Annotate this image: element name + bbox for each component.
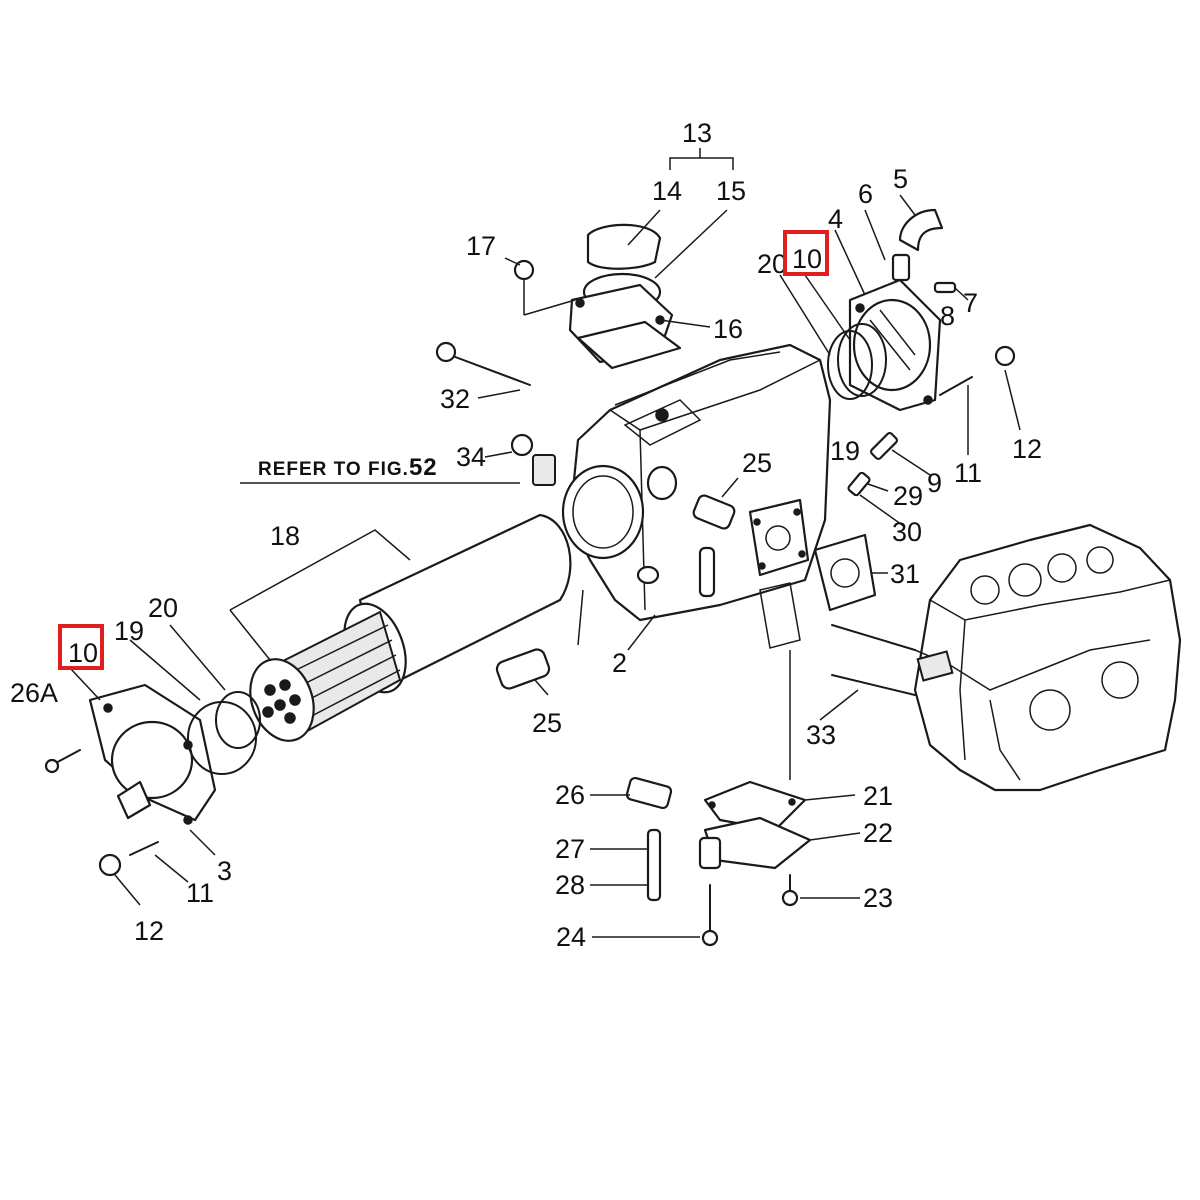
label-22: 22: [863, 818, 894, 848]
label-20-left: 20: [148, 593, 179, 623]
label-12-right: 12: [1012, 434, 1043, 464]
label-18: 18: [270, 521, 301, 551]
label-19-right: 19: [830, 436, 861, 466]
label-30: 30: [892, 517, 923, 547]
stud-11-left: [130, 842, 158, 855]
label-11-left: 11: [186, 878, 215, 908]
bolt-26a-head: [46, 760, 58, 772]
label-4: 4: [828, 204, 844, 234]
tube-27-28: [648, 830, 660, 900]
label-20-right: 20: [757, 249, 788, 279]
sender-26: [626, 777, 672, 809]
nut-12-left: [100, 855, 120, 875]
label-15: 15: [716, 176, 747, 206]
label-16: 16: [713, 314, 744, 344]
label-17: 17: [466, 231, 497, 261]
label-12-left: 12: [134, 916, 165, 946]
label-28: 28: [555, 870, 586, 900]
nipple-25-bottom: [495, 647, 552, 690]
nut-12-right: [996, 347, 1014, 365]
label-14: 14: [652, 176, 683, 206]
gasket: [815, 535, 875, 610]
label-2: 2: [612, 648, 628, 678]
bracket-52: [533, 455, 555, 485]
label-32: 32: [440, 384, 471, 414]
stud-32-head: [437, 343, 455, 361]
stud-11-right: [940, 377, 972, 395]
drain-29: [847, 472, 870, 497]
label-7: 7: [963, 288, 979, 318]
label-19-left: 19: [114, 616, 145, 646]
bolt-7: [935, 283, 955, 292]
stud-32: [450, 355, 530, 385]
thermostat-housing: [700, 782, 810, 868]
bolt-24-head: [703, 931, 717, 945]
filler-cap-assembly: [570, 225, 680, 368]
label-24: 24: [556, 922, 587, 952]
label-34: 34: [456, 442, 487, 472]
label-6: 6: [858, 179, 874, 209]
label-25-top: 25: [742, 448, 773, 478]
label-31: 31: [890, 559, 921, 589]
label-25-bottom: 25: [532, 708, 563, 738]
label-9: 9: [927, 468, 943, 498]
label-21: 21: [863, 781, 894, 811]
stud-33-b: [832, 675, 915, 695]
stud-33-a: [832, 625, 915, 650]
label-13: 13: [682, 118, 713, 148]
cooler-housing: [563, 345, 830, 620]
label-33: 33: [806, 720, 837, 750]
label-8: 8: [940, 301, 956, 331]
rear-cover: [90, 685, 215, 824]
label-10-right: 10: [792, 244, 823, 274]
seal-ring-left: [216, 692, 260, 748]
reference-note: [258, 454, 438, 481]
label-29: 29: [893, 481, 924, 511]
plug-34: [512, 435, 532, 455]
gasket-plate: [760, 583, 800, 648]
label-11-right: 11: [954, 458, 983, 488]
reference-number: 52: [408, 454, 438, 481]
label-5: 5: [893, 164, 909, 194]
label-23: 23: [863, 883, 894, 913]
bolt-23-head: [783, 891, 797, 905]
reference-prefix: REFER TO FIG.: [258, 459, 409, 480]
label-3: 3: [217, 856, 233, 886]
label-26: 26: [555, 780, 586, 810]
engine-block: [915, 525, 1180, 790]
side-cover: [850, 210, 942, 410]
label-10-left: 10: [68, 638, 99, 668]
label-27: 27: [555, 834, 586, 864]
petcock-9: [870, 432, 898, 460]
label-26a: 26A: [10, 678, 59, 708]
